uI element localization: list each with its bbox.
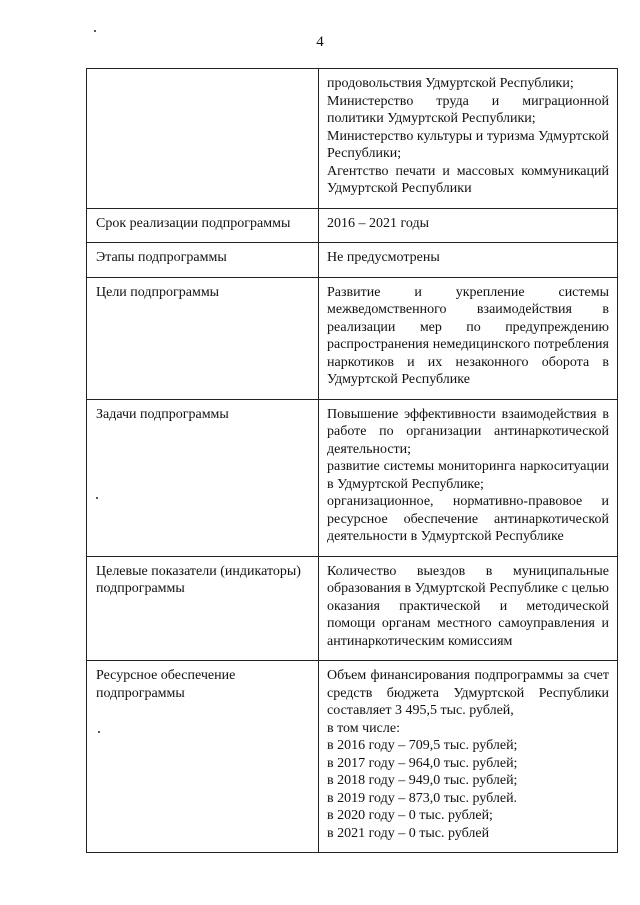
funding-line: в 2020 году – 0 тыс. рублей; (327, 808, 493, 823)
funding-line: в том числе: (327, 720, 400, 736)
table-row-tasks (87, 399, 618, 556)
funding-line: в 2018 году – 949,0 тыс. рублей; (327, 773, 518, 788)
row-value: Количество выездов в муниципальные образования в Удмуртской Республике с целью оказания практической и методической помощи органам местного самоуправления и антинаркотическим комиссиям (319, 556, 618, 661)
table-row-indicators (87, 556, 618, 661)
row-label: Срок реализации подпрограммы (87, 208, 319, 243)
funding-line: в 2021 году – 0 тыс. рублей (327, 825, 490, 841)
row-value: 2016 – 2021 годы (319, 208, 618, 243)
table-row-goals (87, 277, 618, 399)
funding-line: в 2017 году – 964,0 тыс. рублей; (327, 755, 518, 771)
page-number: 4 (316, 34, 324, 50)
task-item: развитие системы мониторинга наркоситуации в Удмуртской Республике; (327, 459, 609, 492)
funding-line: в 2016 году – 709,5 тыс. рублей; (327, 738, 518, 753)
row-label: Ресурсное обеспечение подпрограммы (87, 661, 319, 853)
table-row-stages (87, 243, 618, 278)
row-value: Развитие и укрепление системы межведомственного взаимодействия в реализации мер по предупреждению распространения немедицинского потребления наркотиков и их незаконного оборота в Удмуртской Республике (319, 277, 618, 399)
task-item: Повышение эффективности взаимодействия в работе по организации антинаркотической деятельности; (327, 406, 609, 457)
row-label: Цели подпрограммы (87, 277, 319, 399)
row-label (87, 69, 319, 209)
task-item: организационное, нормативно-правовое и ресурсное обеспечение антинаркотической деятельности в Удмуртской Республике (327, 494, 609, 544)
row-label: Задачи подпрограммы (87, 399, 319, 556)
table-row-funding (87, 661, 618, 853)
funding-line: в 2019 году – 873,0 тыс. рублей. (327, 790, 518, 806)
subprogram-passport-table (86, 68, 618, 853)
executor-item: продовольствия Удмуртской Республики; (327, 76, 574, 91)
row-label: Целевые показатели (индикаторы) подпрограммы (87, 556, 319, 661)
row-label: Этапы подпрограммы (87, 243, 319, 278)
scan-speck (94, 30, 96, 32)
executor-item: Министерство труда и миграционной политики Удмуртской Республики; (327, 93, 609, 126)
executor-item: Агентство печати и массовых коммуникаций Удмуртской Республики (327, 163, 609, 196)
table-row-executors (87, 69, 618, 209)
funding-intro: Объем финансирования подпрограммы за счет средств бюджета Удмуртской Республики составляет 3 495,5 тыс. рублей, (327, 668, 609, 718)
executor-item: Министерство культуры и туризма Удмуртской Республики; (327, 128, 609, 161)
row-value (319, 399, 618, 556)
table-row-term (87, 208, 618, 243)
row-value: Не предусмотрены (319, 243, 618, 278)
row-value (319, 661, 618, 853)
row-value (319, 69, 618, 209)
